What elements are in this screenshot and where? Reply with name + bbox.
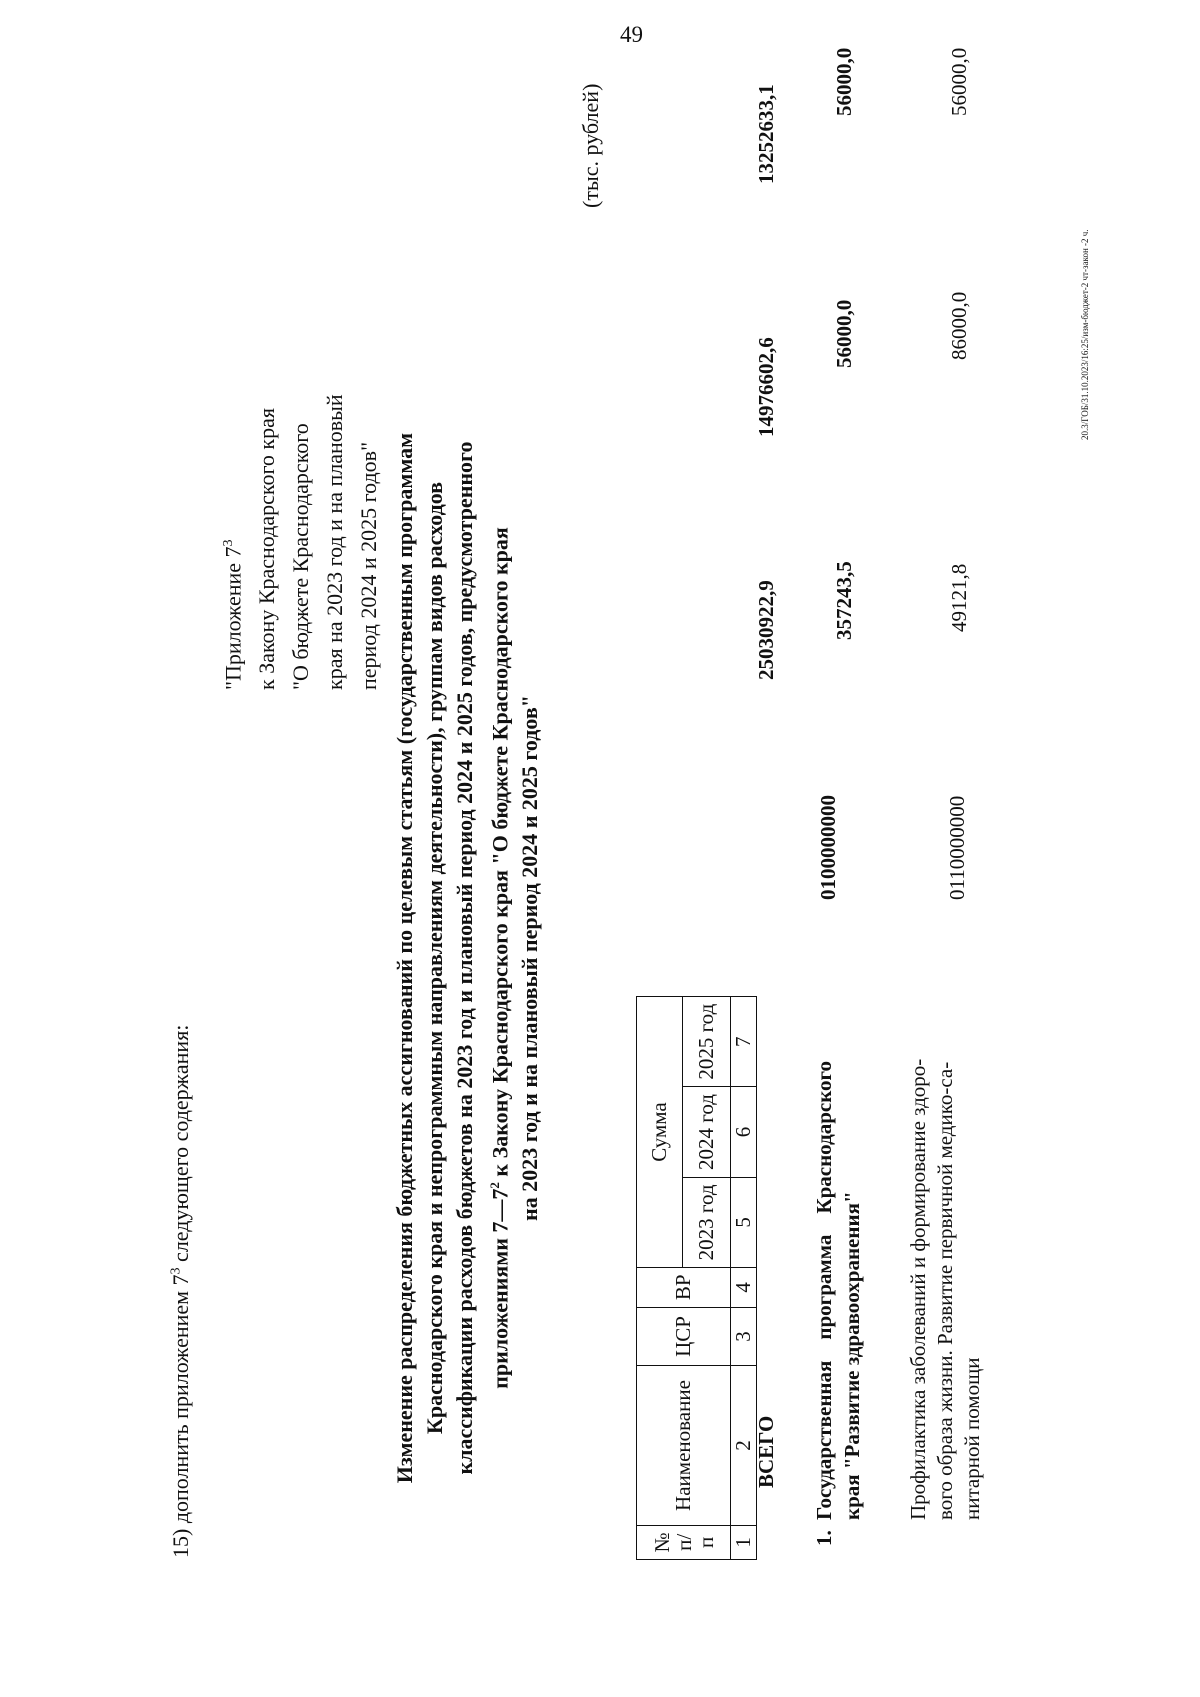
program-name: [810, 935, 866, 1520]
header-2023: 2023 год: [683, 1177, 731, 1267]
file-stamp: 20.3/ГОБ/31.10.2023/16:25/изм-бюджет-2 чт-закон -2 ч.: [1080, 229, 1090, 440]
header-2025: 2025 год: [683, 997, 731, 1087]
program-csr: 0100000000: [816, 795, 840, 900]
header-vr: ВР: [637, 1268, 731, 1308]
subprogram-name-line-1: Профилактика заболеваний и формирование здоро-: [906, 1058, 930, 1520]
header-2024: 2024 год: [683, 1087, 731, 1177]
subprogram-csr: 0110000000: [945, 795, 969, 900]
subprogram-name-line-3: нитарной помощи: [960, 1357, 984, 1520]
header-name: Наименование: [637, 1366, 731, 1525]
program-name-line-2: края "Развитие здравоохранения": [840, 1191, 864, 1520]
program-name-line-1: Государственная программа Краснодарского: [812, 1060, 836, 1520]
title-line-3: классификации расходов бюджетов на 2023 год и плановый период 2024 и 2025 годов, предусмотренного: [452, 441, 477, 1475]
intro-prefix: 15) дополнить приложением 7: [168, 1274, 193, 1558]
program-2025: 56000,0: [832, 47, 856, 116]
row-total-label: ВСЕГО: [754, 1415, 778, 1488]
appendix-line-5: период 2024 и 2025 годов": [356, 441, 382, 690]
program-2023: 357243,5: [832, 561, 856, 640]
col-number-7: 7: [731, 997, 757, 1087]
subprogram-2025: 56000,0: [947, 47, 971, 116]
col-number-3: 3: [731, 1307, 757, 1366]
row-total-2024: 14976602,6: [754, 337, 778, 437]
col-number-1: 1: [731, 1525, 757, 1559]
header-num: № п/п: [637, 1525, 731, 1559]
appendix-line-4: края на 2023 год и на плановый: [322, 394, 348, 690]
page-number: 49: [620, 22, 643, 47]
subprogram-name: [905, 1059, 986, 1520]
col-number-5: 5: [731, 1177, 757, 1267]
appendix-line-1: "Приложение $7^3$: [220, 539, 246, 690]
row-total-2025: 13252633,1: [754, 84, 778, 184]
col-number-2: 2: [731, 1366, 757, 1525]
program-2024: 56000,0: [832, 299, 856, 368]
appendix-block: [212, 394, 386, 690]
document-title: [390, 358, 545, 1558]
units-label: (тыс. рублей): [578, 83, 603, 208]
subprogram-name-line-2: вого образа жизни. Развитие первичной медико-са-: [933, 1061, 957, 1520]
title-line-1: Изменение распределения бюджетных ассигнований по целевым статьям (государственным программам: [392, 432, 417, 1484]
intro-text: [168, 1025, 194, 1558]
header-csr: ЦСР: [637, 1307, 731, 1366]
subprogram-2024: 86000,0: [947, 291, 971, 360]
intro-suffix: следующего содержания:: [168, 1024, 193, 1268]
subprogram-2023: 49121,8: [947, 563, 971, 632]
appendix-line-3: "О бюджете Краснодарского: [288, 423, 314, 690]
col-number-4: 4: [731, 1268, 757, 1308]
row-total-2023: 25030922,9: [754, 580, 778, 680]
header-table: [636, 996, 757, 1560]
header-sum: Сумма: [637, 997, 683, 1268]
appendix-line-2: к Закону Краснодарского края: [254, 407, 280, 690]
col-number-6: 6: [731, 1087, 757, 1177]
program-number: 1.: [812, 1530, 836, 1546]
title-line-2: Краснодарского края и непрограммным направлениям деятельности), группам видов расходов: [422, 481, 447, 1435]
intro-sup: 3: [168, 1267, 184, 1275]
title-line-4: приложениями $7—7^2$ к Закону Краснодарского края "О бюджете Краснодарского края: [487, 527, 513, 1389]
title-line-5: на 2023 год и на плановый период 2024 и 2025 годов": [517, 695, 543, 1221]
